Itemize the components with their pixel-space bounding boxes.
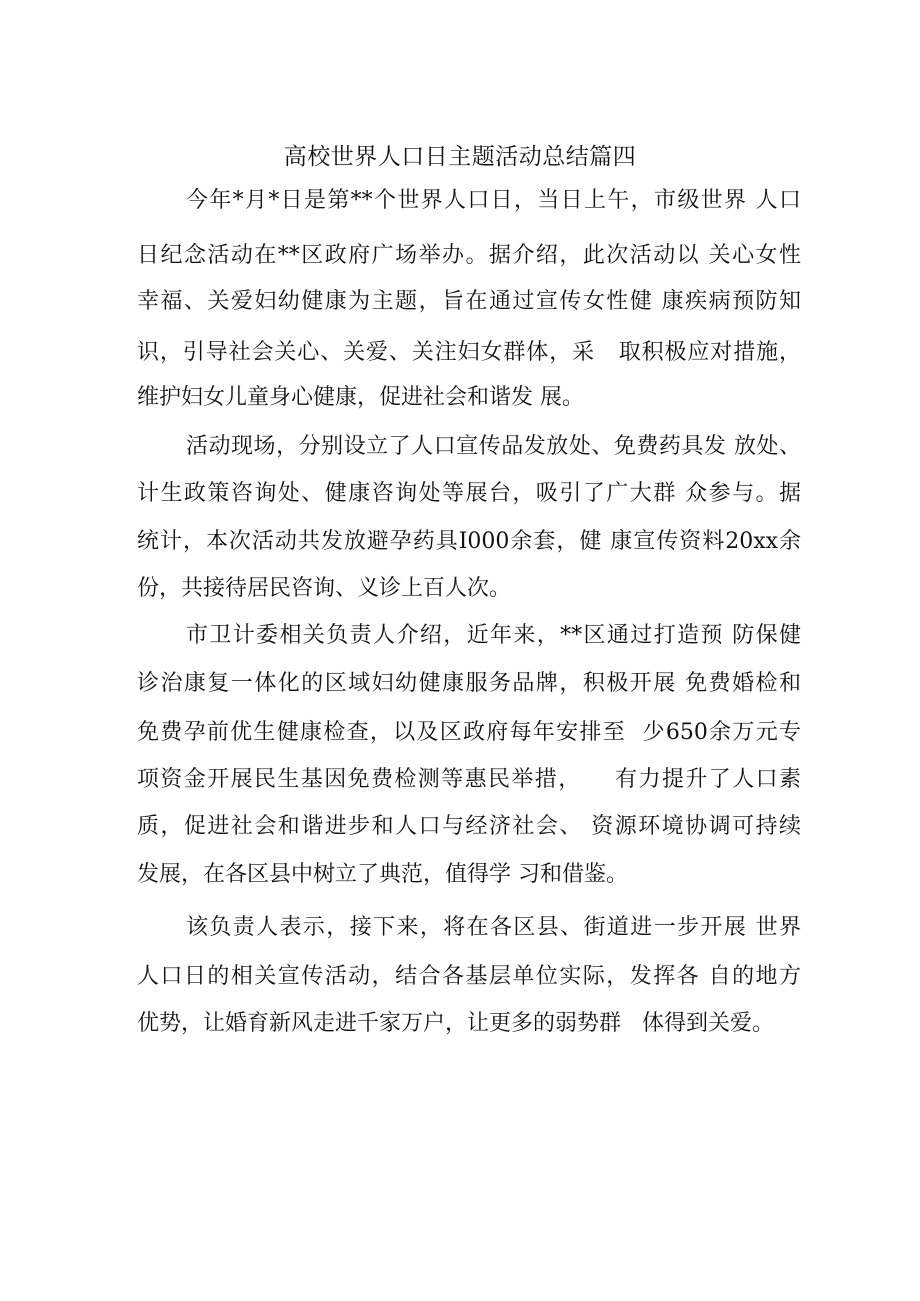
paragraph-1-line-2: 日纪念活动在**区政府广场举办。据介绍，此次活动以 关心女性 [137,243,801,268]
paragraph-3-line-3: 免费孕前优生健康检查，以及区政府每年安排至 少650余万元专 [137,720,801,745]
paragraph-2-line-2: 计生政策咨询处、健康咨询处等展台，吸引了广大群 众参与。据 [137,481,801,506]
paragraph-1-line-3: 幸福、关爱妇幼健康为主题，旨在通过宣传女性健 康疾病预防知 [137,289,801,314]
paragraph-2-line-3: 统计，本次活动共发放避孕药具I000余套，健 康宣传资料20xx余 [137,529,801,554]
paragraph-3-line-5: 质，促进社会和谐进步和人口与经济社会、 资源环境协调可持续 [137,814,801,839]
paragraph-1-line-4: 识，引导社会关心、关爱、关注妇女群体，采 取积极应对措施， [137,340,801,365]
paragraph-4-line-3: 优势，让婚育新风走进千家万户，让更多的弱势群 体得到关爱。 [137,1011,774,1036]
paragraph-3-line-6: 发展，在各区县中树立了典范，值得学 习和借鉴。 [137,862,628,887]
paragraph-2-line-4: 份，共接待居民咨询、义诊上百人次。 [137,576,512,601]
paragraph-1-line-5: 维护妇女儿童身心健康，促进社会和谐发 展。 [137,385,584,410]
paragraph-3-line-4: 项资金开展民生基因免费检测等惠民举措， 有力提升了人口素 [137,767,801,792]
paragraph-4-line-2: 人口日的相关宣传活动，结合各基层单位实际，发挥各 自的地方 [137,964,801,989]
document-title: 高校世界人口日主题活动总结篇四 [283,144,637,170]
paragraph-4-line-1: 该负责人表示，接下来，将在各区县、街道进一步开展 世界 [186,915,801,940]
paragraph-3-line-1: 市卫计委相关负责人介绍，近年来，**区通过打造预 防保健 [186,623,801,648]
paragraph-2-line-1: 活动现场，分别设立了人口宣传品发放处、免费药具发 放处、 [186,434,801,459]
paragraph-3-line-2: 诊治康复一体化的区域妇幼健康服务品牌，积极开展 免费婚检和 [137,671,801,696]
paragraph-1-line-1: 今年*月*日是第**个世界人口日，当日上午，市级世界 人口 [186,188,801,213]
